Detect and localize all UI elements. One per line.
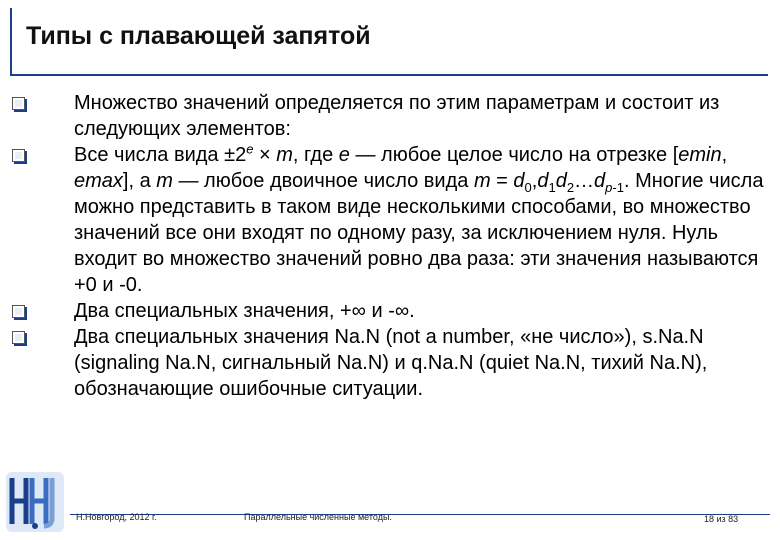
bullet-text: Все числа вида $\pm 2^e \times m$, где e — любое целое число на отрезке [emin, emax], а m — любое двоичное число вида $m = d_0,d_1d_2\dots d_{p-1}$. Многие числа можно представить в таком виде несколькими способами, во множество значений все они входят по одному разу, за исключением нуля. Нуль входит во множество значений ровно два раза: эти значения называются +0 и -0. — [74, 141, 764, 296]
title-horizontal-rule — [10, 74, 768, 76]
square-bullet-icon — [12, 97, 25, 110]
bullet-text: Два специальных значения Na.N (not a number, «не число»), s.Na.N (signaling Na.N, сигнальный Na.N) и q.Na.N (quiet Na.N, тихий Na.N), обозначающие ошибочные ситуации. — [74, 326, 708, 400]
bullet-item-1 — [12, 90, 764, 142]
square-bullet-icon — [12, 331, 25, 344]
bullet-list — [12, 90, 764, 402]
title-bar — [0, 0, 780, 80]
university-logo-icon — [4, 468, 66, 536]
square-bullet-icon — [12, 149, 25, 162]
bullet-item-3 — [12, 298, 764, 324]
square-bullet-icon — [12, 305, 25, 318]
bullet-text: Два специальных значения, +∞ и -∞. — [74, 300, 415, 322]
page-title: Типы с плавающей запятой — [26, 22, 371, 50]
bullet-item-4 — [12, 324, 764, 402]
footer-page-number: 18 из 83 — [704, 514, 739, 524]
footer-location: Н.Новгород, 2012 г. — [76, 512, 157, 522]
title-vertical-rule — [10, 8, 12, 76]
footer-rule — [70, 514, 770, 515]
bullet-item-2 — [12, 142, 764, 298]
bullet-text: Множество значений определяется по этим параметрам и состоит из следующих элементов: — [74, 92, 720, 140]
footer-course: Параллельные численные методы. — [244, 512, 392, 522]
